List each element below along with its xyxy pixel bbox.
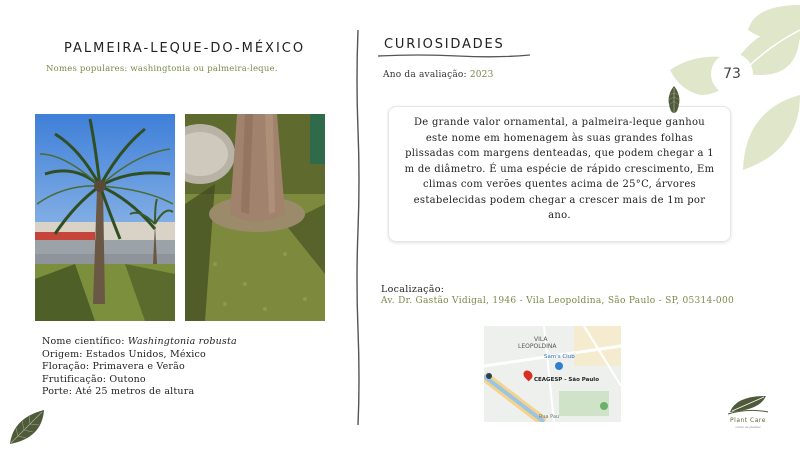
- palm-trunk-photo: [185, 114, 325, 321]
- map-pin-label: CEAGESP - São Paulo: [534, 377, 599, 383]
- evaluation-year: [383, 70, 494, 80]
- scientific-name-label: Nome científico:: [42, 336, 128, 347]
- year-value: 2023: [469, 70, 494, 80]
- shopping-icon: [555, 362, 563, 370]
- map-district-2: LEOPOLDINA: [518, 343, 557, 350]
- brand-logo: [718, 392, 778, 432]
- location-address: Av. Dr. Gastão Vidigal, 1946 - Vila Leopoldina, São Paulo - SP, 05314-000: [381, 296, 734, 306]
- brand-tagline: cuide de plantas: [735, 425, 761, 429]
- map-poi: Sam's Club: [544, 354, 575, 360]
- location-map[interactable]: [484, 326, 621, 422]
- species-facts: [42, 336, 237, 399]
- map-district-1: VILA: [534, 336, 548, 343]
- leaf-icon-bottom: [8, 408, 46, 446]
- page-number-badge: 73: [711, 53, 753, 95]
- map-street: Rua Pau: [539, 414, 560, 420]
- vertical-divider: [355, 30, 361, 425]
- leaf-icon: [665, 85, 683, 115]
- location-label: Localização:: [381, 284, 445, 295]
- origin-row: Origem: Estados Unidos, México: [42, 348, 206, 360]
- curiosities-title: CURIOSIDADES: [384, 37, 505, 52]
- curiosities-text: De grande valor ornamental, a palmeira-leque ganhou este nome em homenagem às suas grandes folhas plissadas com margens denteadas, que podem chegar a 1 m de diâmetro. É uma espécie de rápido crescimento, Em climas com verões quentes acima de 25°C, árvores estabelecidas podem chegar a crescer mais de 1m por ano.: [404, 117, 715, 221]
- title-underline: [378, 53, 530, 59]
- scientific-name-value: Washingtonia robusta: [127, 336, 237, 347]
- flowering-row: Floração: Primavera e Verão: [42, 361, 185, 372]
- fruiting-row: Frutificação: Outono: [42, 373, 146, 385]
- size-row: Porte: Até 25 metros de altura: [42, 386, 195, 397]
- brand-leaf-icon: [718, 392, 778, 416]
- year-label: Ano da avaliação:: [383, 70, 470, 80]
- palm-tree-photo: [35, 114, 175, 321]
- popular-names: Nomes populares: washingtonia ou palmeira-leque.: [46, 64, 278, 74]
- species-title: PALMEIRA-LEQUE-DO-MÉXICO: [64, 41, 306, 56]
- brand-name: Plant Care: [730, 417, 766, 424]
- scientific-name-row: [42, 336, 237, 349]
